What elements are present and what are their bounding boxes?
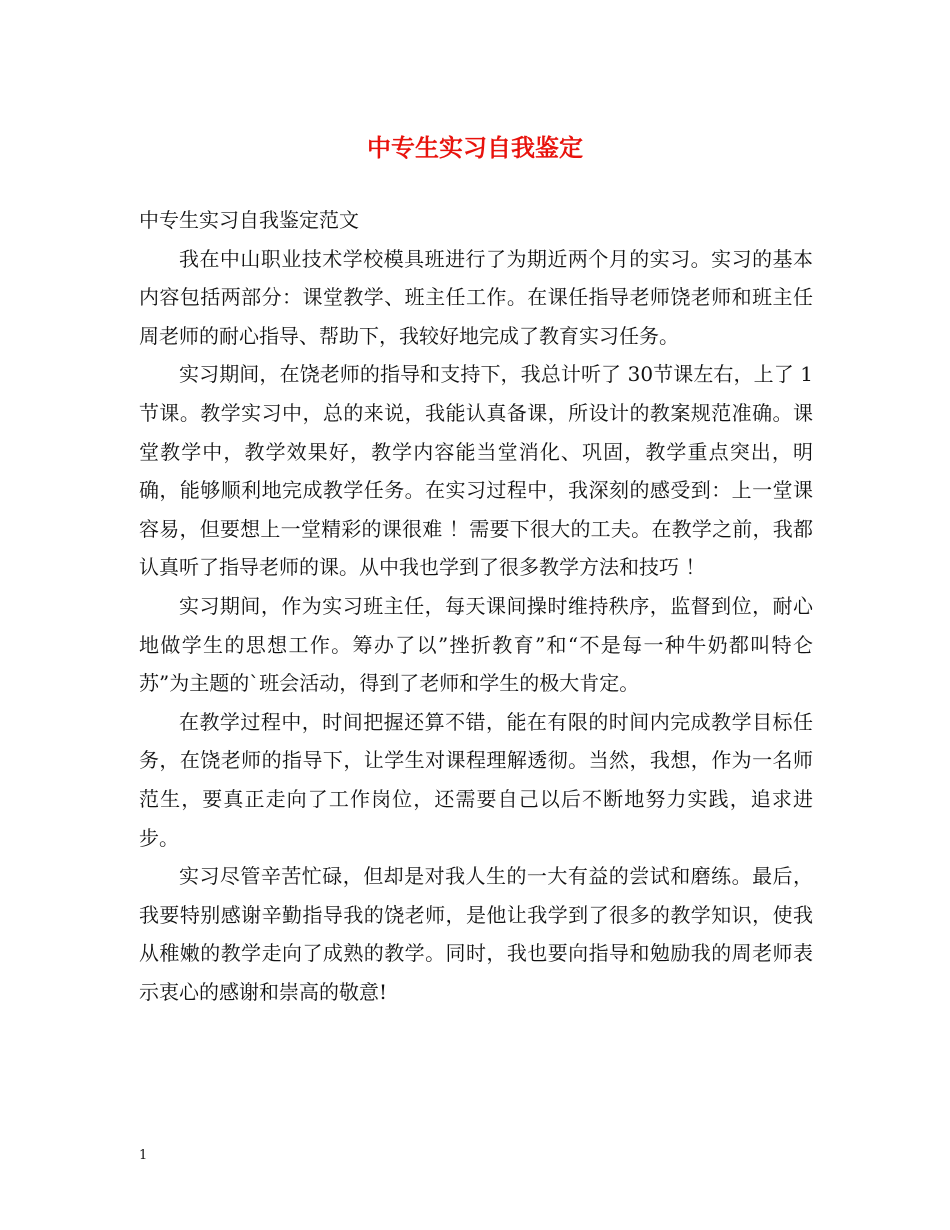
- body-paragraph-1: 我在中山职业技术学校模具班进行了为期近两个月的实习。实习的基本内容包括两部分：课堂教学、班主任工作。在课任指导老师饶老师和班主任周老师的耐心指导、帮助下，我较好地完成了教育实习任务。: [139, 246, 813, 348]
- document-body: [139, 201, 813, 1011]
- page-number: 1: [139, 1148, 148, 1163]
- body-paragraph-2: 实习期间，在饶老师的指导和支持下，我总计听了 30节课左右，上了 1 节课。教学实习中，总的来说，我能认真备课，所设计的教案规范准确。课堂教学中，教学效果好，教学内容能当堂消化、巩固，教学重点突出，明确，能够顺利地完成教学任务。在实习过程中，我深刻的感受到：上一堂课容易，但要想上一堂精彩的课很难 ！需要下很大的工夫。在教学之前，我都认真听了指导老师的课。从中我也学到了很多教学方法和技巧 ！: [139, 362, 813, 580]
- document-subtitle: 中专生实习自我鉴定范文: [139, 208, 359, 232]
- body-paragraph-3: 实习期间，作为实习班主任，每天课间操时维持秩序，监督到位，耐心地做学生的思想工作。筹办了以”挫折教育”和“不是每一种牛奶都叫特仑苏”为主题的`班会活动，得到了老师和学生的极大肯定。: [139, 593, 813, 696]
- body-paragraph-4: 在教学过程中，时间把握还算不错，能在有限的时间内完成教学目标任务，在饶老师的指导下，让学生对课程理解透彻。当然，我想，作为一名师范生，要真正走向了工作岗位，还需要自己以后不断地努力实践，追求进步。: [139, 709, 813, 850]
- document-title: 中专生实习自我鉴定: [367, 133, 583, 162]
- body-paragraph-5: 实习尽管辛苦忙碌，但却是对我人生的一大有益的尝试和磨练。最后，我要特别感谢辛勤指导我的饶老师，是他让我学到了很多的教学知识，使我从稚嫩的教学走向了成熟的教学。同时，我也要向指导和勉励我的周老师表示衷心的感谢和崇高的敬意!: [139, 864, 813, 1004]
